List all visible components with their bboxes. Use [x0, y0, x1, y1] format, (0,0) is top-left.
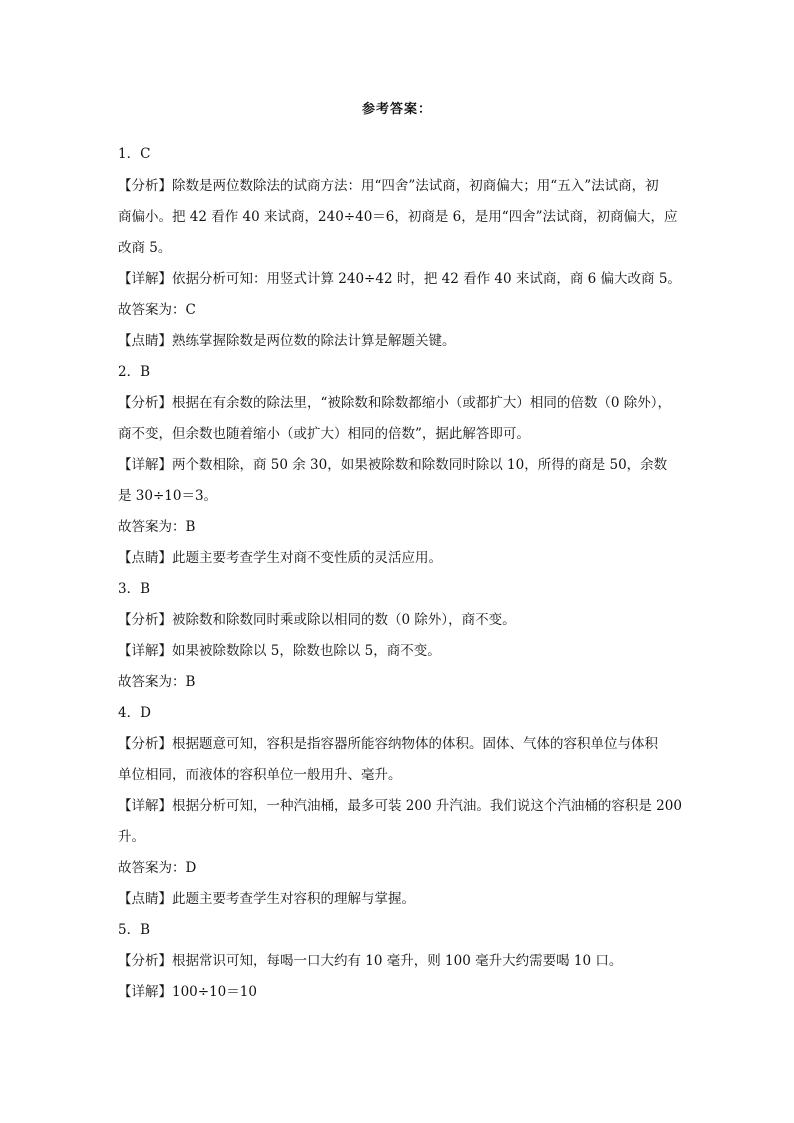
- analysis-line: 商偏小。把 42 看作 40 来试商，240÷40＝6，初商是 6，是用“四舍”法试商，初商偏大，应: [118, 209, 678, 225]
- answer-number: 4．D: [118, 705, 151, 721]
- analysis-line: 【分析】除数是两位数除法的试商方法：用“四舍”法试商，初商偏大；用“五入”法试商，初: [118, 178, 659, 194]
- answer-line: 故答案为：C: [118, 302, 196, 318]
- detail-line: 【详解】根据分析可知，一种汽油桶，最多可装 200 升汽油。我们说这个汽油桶的容积是 200: [118, 798, 682, 814]
- answer-number: 5．B: [118, 922, 151, 938]
- answer-number: 3．B: [118, 581, 151, 597]
- analysis-line: 【分析】根据常识可知，每喝一口大约有 10 毫升，则 100 毫升大约需要喝 10 口。: [118, 953, 623, 969]
- comment-line: 【点睛】此题主要考查学生对容积的理解与掌握。: [118, 891, 415, 907]
- detail-line: 【详解】依据分析可知：用竖式计算 240÷42 时，把 42 看作 40 来试商，商 6 偏大改商 5。: [118, 271, 681, 287]
- analysis-line: 【分析】根据在有余数的除法里，“被除数和除数都缩小（或都扩大）相同的倍数（0 除外），: [118, 395, 672, 411]
- answer-number: 1．C: [118, 146, 151, 162]
- analysis-line: 改商 5。: [118, 240, 172, 256]
- detail-line: 是 30÷10＝3。: [118, 488, 218, 504]
- answer-number: 2．B: [118, 364, 151, 380]
- analysis-line: 商不变，但余数也随着缩小（或扩大）相同的倍数”，据此解答即可。: [118, 426, 530, 442]
- detail-line: 【详解】100÷10＝10: [118, 984, 257, 1000]
- detail-line: 升。: [118, 829, 145, 845]
- comment-line: 【点睛】熟练掌握除数是两位数的除法计算是解题关键。: [118, 333, 456, 349]
- comment-line: 【点睛】此题主要考查学生对商不变性质的灵活应用。: [118, 550, 442, 566]
- answer-line: 故答案为：B: [118, 519, 196, 535]
- analysis-line: 单位相同，而液体的容积单位一般用升、毫升。: [118, 767, 402, 783]
- analysis-line: 【分析】被除数和除数同时乘或除以相同的数（0 除外），商不变。: [118, 612, 516, 628]
- detail-line: 【详解】如果被除数除以 5，除数也除以 5，商不变。: [118, 643, 441, 659]
- page-title: 参考答案：: [361, 102, 432, 117]
- answer-line: 故答案为：D: [118, 860, 197, 876]
- detail-line: 【详解】两个数相除，商 50 余 30，如果被除数和除数同时除以 10，所得的商是 50，余数: [118, 457, 668, 473]
- analysis-line: 【分析】根据题意可知，容积是指容器所能容纳物体的体积。固体、气体的容积单位与体积: [118, 736, 658, 752]
- answer-line: 故答案为：B: [118, 674, 196, 690]
